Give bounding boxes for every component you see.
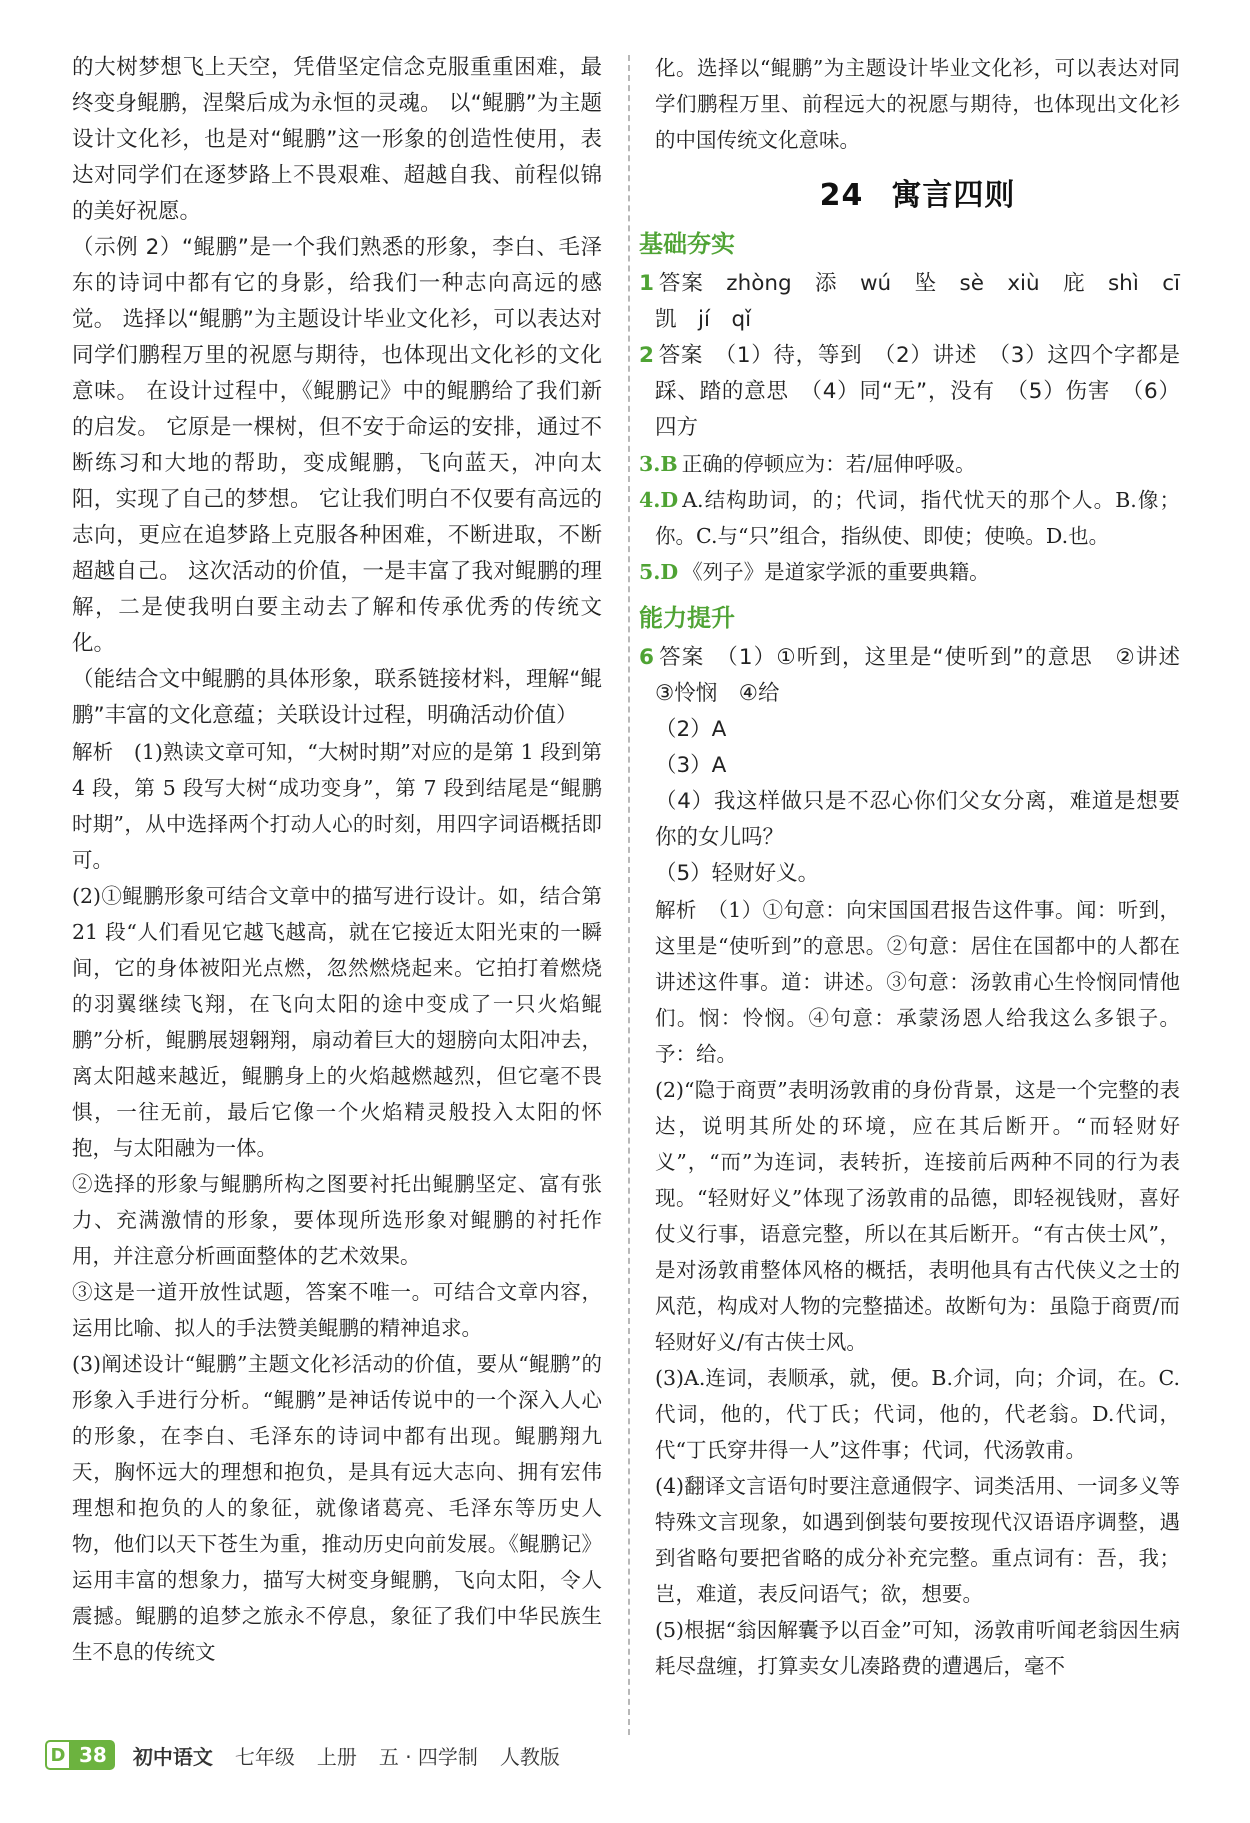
question-5 [639,554,1180,590]
analysis-6-2: (2)“隐于商贾”表明汤敦甫的身份背景，这是一个完整的表达，说明其所处的环境，应在其后断开。“而轻财好义”，“而”为连词，表转折，连接前后两种不同的行为表现。“轻财好义”体现了汤敦甫的品德，即轻视钱财，喜好仗义行事，语意完整，所以在其后断开。“有古侠士风”，是对汤敦甫整体风格的概括，表明他具有古代侠义之士的风范，构成对人物的完整描述。故断句为：虽隐于商贾/而轻财好义/有古侠士风。 [655,1078,1180,1354]
question-3 [639,446,1180,482]
analysis-2-1: (2)①鲲鹏形象可结合文章中的描写进行设计。如，结合第 21 段“人们看见它越飞越高，就在它接近太阳光束的一瞬间，它的身体被阳光点燃，忽然燃烧起来。它拍打着燃烧的羽翼继续飞翔，在飞向太阳的途中变成了一只火焰鲲鹏”分析，鲲鹏展翅翱翔，扇动着巨大的翅膀向太阳冲去，离太阳越来越近，鲲鹏身上的火焰越燃越烈，但它毫不畏惧，一往无前，最后它像一个火焰精灵般投入太阳的怀抱，与太阳融为一体。 [72,884,602,1160]
question-number: 6 [639,645,654,670]
question-6-part-5: （5）轻财好义。 [655,861,820,886]
lesson-name: 寓言四则 [891,178,1016,213]
section-basic: 基础夯实 [639,230,735,258]
question-number: 3.B [639,452,678,476]
question-number: 4.D [639,488,679,512]
section-letter: D [45,1740,71,1770]
question-4-text: A.结构助词，的；代词，指代忧天的那个人。B.像；你。C.与“只”组合，指纵使、即使；使唤。D.也。 [655,488,1180,548]
analysis-6-5: (5)根据“翁因解囊予以百金”可知，汤敦甫听闻老翁因生病耗尽盘缠，打算卖女儿凑路费的遭遇后，毫不 [655,1618,1180,1678]
question-3-text: 正确的停顿应为：若/屈伸呼吸。 [681,452,976,476]
question-6 [639,640,1202,712]
analysis-6-1: 解析 （1）①句意：向宋国国君报告这件事。闻：听到，这里是“使听到”的意思。②句意：居住在国都中的人都在讲述这件事。道：讲述。③句意：汤敦甫心生怜悯同情他们。悯：怜悯。④句意：承蒙汤恩人给我这么多银子。予：给。 [655,898,1180,1066]
page-footer [45,1735,582,1775]
analysis-6-4: (4)翻译文言语句时要注意通假字、词类活用、一词多义等特殊文言现象，如遇到倒装句要按现代汉语语序调整，遇到省略句要把省略的成分补充完整。重点词有：吾，我；岂，难道，表反问语气；欲，想要。 [655,1474,1180,1606]
continued-paragraph: 化。选择以“鲲鹏”为主题设计毕业文化衫，可以表达对同学们鹏程万里、前程远大的祝愿与期待，也体现出文化衫的中国传统文化意味。 [655,56,1180,152]
question-6-part-1: 答案 （1）①听到，这里是“使听到”的意思 ②讲述 ③怜悯 ④给 [655,645,1202,706]
example-2-paragraph: （示例 2）“鲲鹏”是一个我们熟悉的形象，李白、毛泽东的诗词中都有它的身影，给我们一种志向高远的感觉。 选择以“鲲鹏”为主题设计毕业文化衫，可以表达对同学们鹏程万里的祝愿与期待，也体现出文化衫的文化意味。 在设计过程中，《鲲鹏记》中的鲲鹏给了我们新的启发。 它原是一棵树，但不安于命运的安排，通过不断练习和大地的帮助，变成鲲鹏，飞向蓝天，冲向太阳，实现了自己的梦想。 它让我们明白不仅要有高远的志向，更应在追梦路上克服各种困难，不断进取，不断超越自己。 这次活动的价值，一是丰富了我对鲲鹏的理解，二是使我明白要主动去了解和传承优秀的传统文化。 [72,235,602,656]
question-4 [639,482,1180,554]
answer-paragraph: 的大树梦想飞上天空，凭借坚定信念克服重重困难，最终变身鲲鹏，涅槃后成为永恒的灵魂。 以“鲲鹏”为主题设计文化衫，也是对“鲲鹏”这一形象的创造性使用，表达对同学们在逐梦路上不畏艰难、超越自我、前程似锦的美好祝愿。 [72,55,602,224]
scoring-note: （能结合文中鲲鹏的具体形象，联系链接材料，理解“鲲鹏”丰富的文化意蕴；关联设计过程，明确活动价值） [72,667,602,728]
subject: 初中语文 [132,1744,213,1769]
question-number: 1 [639,271,654,296]
section-advanced: 能力提升 [639,604,735,632]
question-1-text: 答案 zhòng 添 wú 坠 sè xiù 庇 shì cī 凯 jí qǐ [655,271,1202,332]
school-system: 五 · 四学制 [378,1744,478,1769]
lesson-number: 24 [819,178,864,213]
right-column [639,50,1202,1684]
volume: 上册 [316,1744,357,1769]
grade: 七年级 [234,1744,295,1769]
analysis-2-3: ③这是一道开放性试题，答案不唯一。可结合文章内容，运用比喻、拟人的手法赞美鲲鹏的精神追求。 [72,1280,602,1340]
question-6-part-2: （2）A [655,717,727,742]
page-badge [45,1740,115,1770]
lesson-title [655,178,1180,214]
question-number: 5.D [639,560,679,584]
question-1 [639,266,1202,338]
analysis-3: (3)阐述设计“鲲鹏”主题文化衫活动的价值，要从“鲲鹏”的形象入手进行分析。“鲲鹏”是神话传说中的一个深入人心的形象，在李白、毛泽东的诗词中都有出现。鲲鹏翔九天，胸怀远大的理想和抱负，是具有远大志向、拥有宏伟理想和抱负的人的象征，就像诸葛亮、毛泽东等历史人物，他们以天下苍生为重，推动历史向前发展。《鲲鹏记》运用丰富的想象力，描写大树变身鲲鹏，飞向太阳，令人震撼。鲲鹏的追梦之旅永不停息，象征了我们中华民族生生不息的传统文 [72,1352,602,1664]
analysis-6-3: (3)A.连词，表顺承，就，便。B.介词，向；介词，在。C.代词，他的，代丁氏；代词，他的，代老翁。D.代词，代“丁氏穿井得一人”这件事；代词，代汤敦甫。 [655,1366,1180,1462]
analysis-1: 解析 (1)熟读文章可知，“大树时期”对应的是第 1 段到第 4 段，第 5 段写大树“成功变身”，第 7 段到结尾是“鲲鹏时期”，从中选择两个打动人心的时刻，用四字词语概括即可。 [72,740,602,872]
left-column [72,50,602,1670]
question-2 [639,338,1180,446]
edition: 人教版 [499,1744,560,1769]
question-2-text: 答案 （1）待，等到 （2）讲述 （3）这四个字都是踩、踏的意思 （4）同“无”，没有 （5）伤害 （6）四方 [655,343,1180,440]
column-divider [628,55,630,1735]
question-6-part-3: （3）A [655,753,727,778]
analysis-2-2: ②选择的形象与鲲鹏所构之图要衬托出鲲鹏坚定、富有张力、充满激情的形象，要体现所选形象对鲲鹏的衬托作用，并注意分析画面整体的艺术效果。 [72,1172,602,1268]
question-number: 2 [639,343,654,368]
page-number: 38 [71,1740,115,1770]
question-5-text: 《列子》是道家学派的重要典籍。 [682,560,990,584]
question-6-part-4: （4）我这样做只是不忍心你们父女分离，难道是想要你的女儿吗？ [655,789,1180,850]
